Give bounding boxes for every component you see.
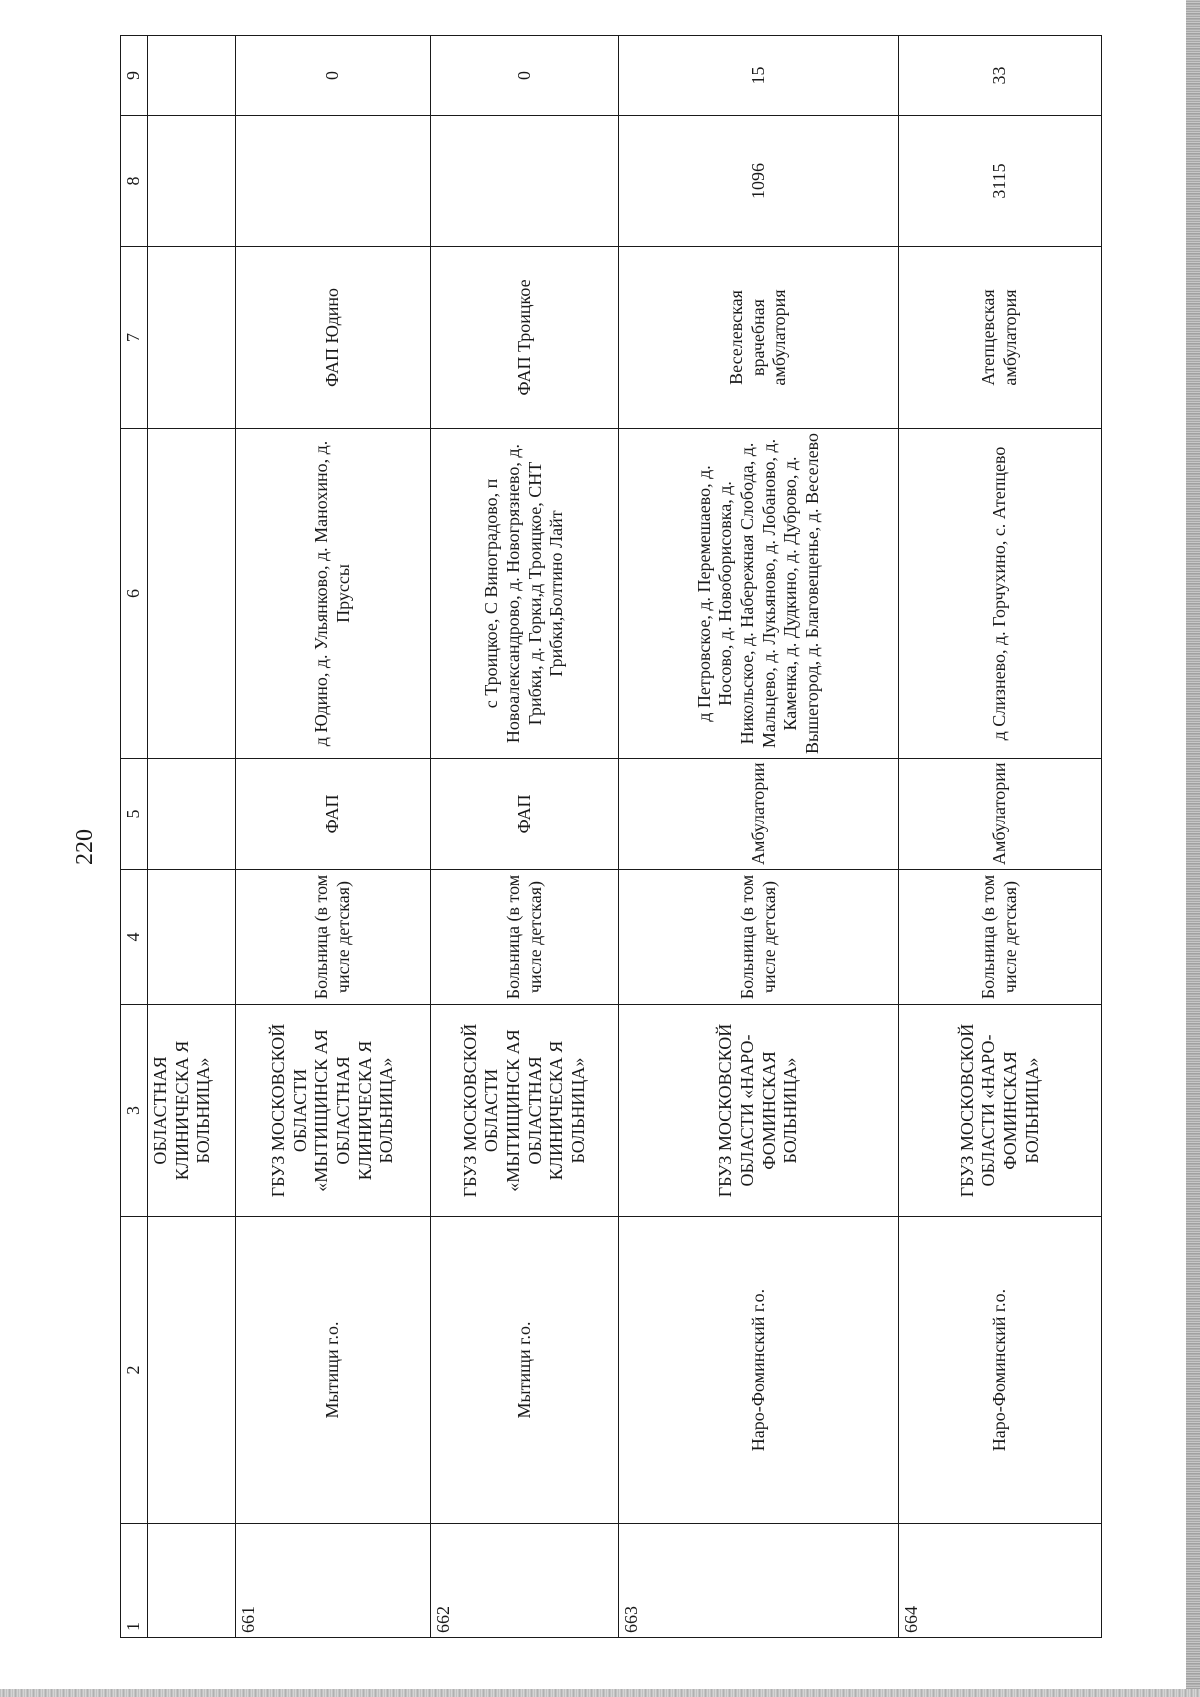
column-header: 5	[121, 759, 148, 870]
type-cell: Больница (в том числе детская)	[619, 870, 899, 1005]
settlements-cell: д Петровское, д. Перемешаево, д. Носово, д. Новоборисовка, д. Никольское, д. Набережная Слобода, д. Мальцево, д. Лукьяново, д. Лобаново, д. Каменка, д. Дудкино, д. Дуброво, д. Вышегород, д. Благовещенье, д. Веселево	[619, 429, 899, 759]
row-number: 663	[619, 1524, 899, 1638]
distance-cell: 0	[236, 36, 431, 116]
district-cell: Мытищи г.о.	[431, 1217, 619, 1524]
population-cell: 3115	[899, 116, 1102, 247]
unit-type-cell: ФАП	[236, 759, 431, 870]
page-number: 220	[72, 829, 98, 865]
column-header: 6	[121, 429, 148, 759]
district-cell: Наро-Фоминский г.о.	[619, 1217, 899, 1524]
table-cell	[148, 870, 236, 1005]
unit-name-cell: ФАП Троицкое	[431, 247, 619, 429]
table-cell	[148, 759, 236, 870]
org-cell: ГБУЗ МОСКОВСКОЙ ОБЛАСТИ «МЫТИЩИНСК АЯ ОБЛАСТНАЯ КЛИНИЧЕСКА Я БОЛЬНИЦА»	[236, 1005, 431, 1217]
row-number: 661	[236, 1524, 431, 1638]
table-row	[619, 36, 899, 1638]
column-header: 3	[121, 1005, 148, 1217]
column-header: 7	[121, 247, 148, 429]
population-cell	[236, 116, 431, 247]
scan-edge-bottom	[0, 1689, 1200, 1697]
table-row	[236, 36, 431, 1638]
settlements-cell: д Слизнево, д. Горчухино, с. Атепцево	[899, 429, 1102, 759]
scan-edge-right	[1186, 0, 1200, 1697]
table-cell	[148, 1524, 236, 1638]
org-cell: ГБУЗ МОСКОВСКОЙ ОБЛАСТИ «НАРО-ФОМИНСКАЯ БОЛЬНИЦА»	[899, 1005, 1102, 1217]
continuation-row	[148, 36, 236, 1638]
org-cell: ГБУЗ МОСКОВСКОЙ ОБЛАСТИ «НАРО-ФОМИНСКАЯ БОЛЬНИЦА»	[619, 1005, 899, 1217]
org-cell: ГБУЗ МОСКОВСКОЙ ОБЛАСТИ «МЫТИЩИНСК АЯ ОБЛАСТНАЯ КЛИНИЧЕСКА Я БОЛЬНИЦА»	[431, 1005, 619, 1217]
population-cell: 1096	[619, 116, 899, 247]
table-row	[431, 36, 619, 1638]
column-header: 4	[121, 870, 148, 1005]
table-row	[899, 36, 1102, 1638]
type-cell: Больница (в том числе детская)	[236, 870, 431, 1005]
distance-cell: 33	[899, 36, 1102, 116]
table-cell	[148, 247, 236, 429]
type-cell: Больница (в том числе детская)	[899, 870, 1102, 1005]
table-header-row	[121, 36, 148, 1638]
type-cell: Больница (в том числе детская)	[431, 870, 619, 1005]
unit-name-cell: ФАП Юдино	[236, 247, 431, 429]
table-cell	[148, 429, 236, 759]
settlements-cell: д Юдино, д. Ульянково, д. Манохино, д. Пруссы	[236, 429, 431, 759]
column-header: 1	[121, 1524, 148, 1638]
column-header: 2	[121, 1217, 148, 1524]
distance-cell: 15	[619, 36, 899, 116]
distance-cell: 0	[431, 36, 619, 116]
rotated-table-wrapper	[120, 36, 1100, 1638]
column-header: 8	[121, 116, 148, 247]
unit-type-cell: Амбулатории	[619, 759, 899, 870]
district-cell: Наро-Фоминский г.о.	[899, 1217, 1102, 1524]
org-cell: ОБЛАСТНАЯ КЛИНИЧЕСКА Я БОЛЬНИЦА»	[148, 1005, 236, 1217]
row-number: 662	[431, 1524, 619, 1638]
unit-name-cell: Веселевская врачебная амбулатория	[619, 247, 899, 429]
unit-type-cell: ФАП	[431, 759, 619, 870]
column-header: 9	[121, 36, 148, 116]
unit-name-cell: Атепцевская амбулатория	[899, 247, 1102, 429]
table-cell	[148, 1217, 236, 1524]
table-cell	[148, 116, 236, 247]
settlements-cell: с Троицкое, С Виноградово, п Новоалександрово, д. Новогрязнево, д. Грибки, д. Горки,д Троицкое, СНТ Грибки,Болтино Лайт	[431, 429, 619, 759]
population-cell	[431, 116, 619, 247]
row-number: 664	[899, 1524, 1102, 1638]
data-table	[120, 35, 1102, 1638]
district-cell: Мытищи г.о.	[236, 1217, 431, 1524]
table-cell	[148, 36, 236, 116]
unit-type-cell: Амбулатории	[899, 759, 1102, 870]
